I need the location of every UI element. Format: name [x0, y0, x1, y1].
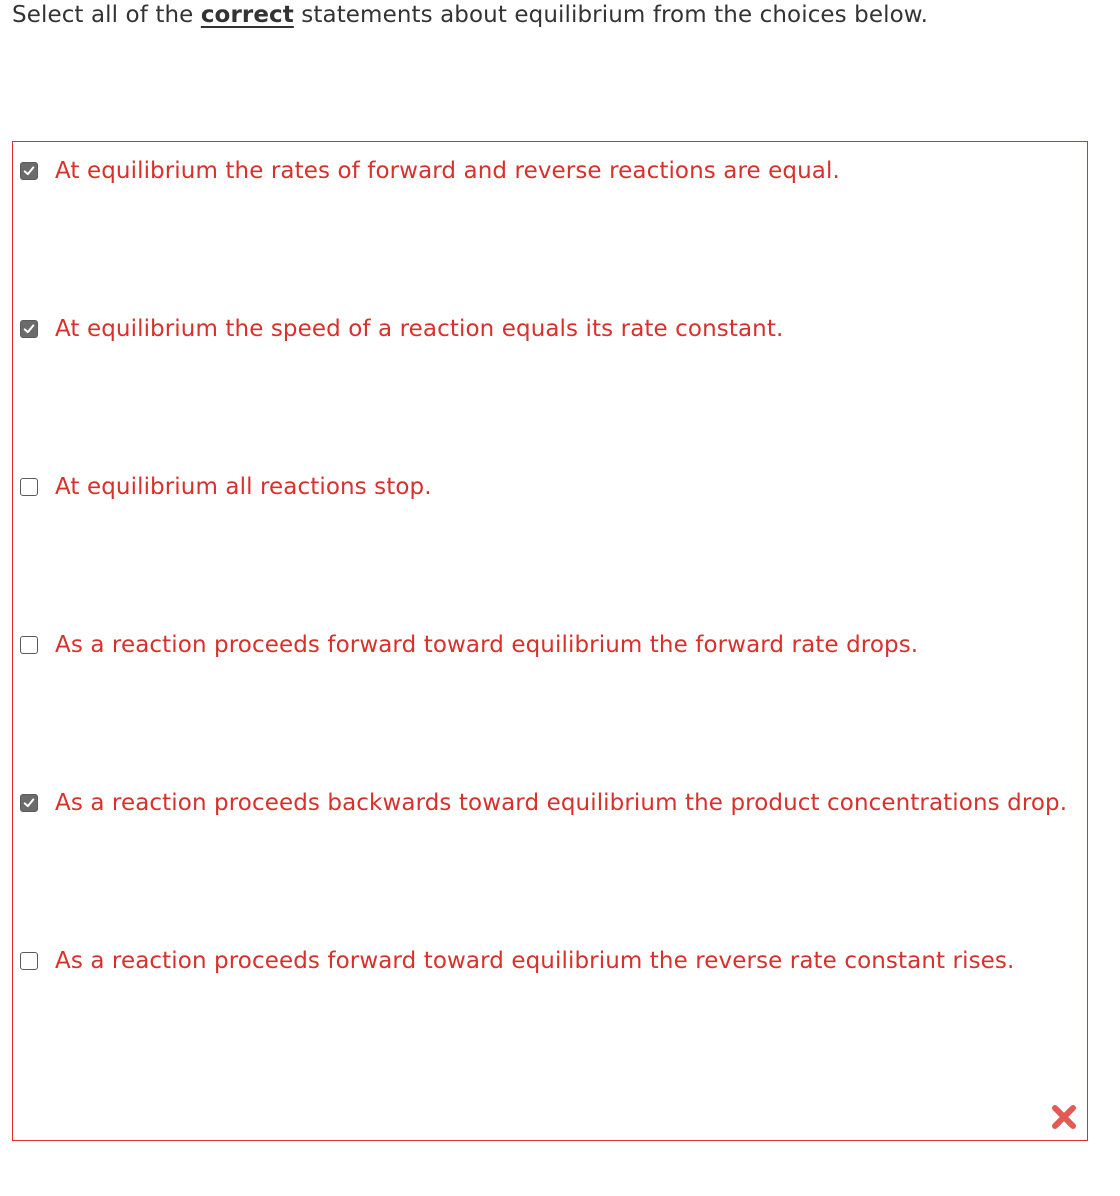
choice-label-4: As a reaction proceeds forward toward equilibrium the forward rate drops.	[55, 632, 919, 658]
choice-label-3: At equilibrium all reactions stop.	[55, 474, 432, 500]
checkmark-icon	[22, 796, 36, 810]
checkmark-icon	[22, 322, 36, 336]
checkbox-5[interactable]	[20, 794, 38, 812]
answer-choices-box	[12, 141, 1088, 1141]
choice-4[interactable]	[20, 632, 918, 658]
checkbox-3[interactable]	[20, 478, 38, 496]
question-prompt	[12, 2, 928, 28]
choice-label-6: As a reaction proceeds forward toward equilibrium the reverse rate constant rises.	[55, 948, 1015, 974]
choice-3[interactable]	[20, 474, 432, 500]
checkbox-4[interactable]	[20, 636, 38, 654]
choice-6[interactable]	[20, 948, 1014, 974]
question-suffix: statements about equilibrium from the choices below.	[301, 2, 929, 28]
checkmark-icon	[22, 164, 36, 178]
choice-label-5: As a reaction proceeds backwards toward equilibrium the product concentrations drop.	[55, 790, 1068, 816]
choice-1[interactable]	[20, 158, 840, 184]
choice-label-2: At equilibrium the speed of a reaction equals its rate constant.	[55, 316, 784, 342]
choice-2[interactable]	[20, 316, 783, 342]
checkbox-1[interactable]	[20, 162, 38, 180]
wrong-x-icon	[1051, 1104, 1077, 1130]
checkbox-6[interactable]	[20, 952, 38, 970]
checkbox-2[interactable]	[20, 320, 38, 338]
question-prefix: Select all of the	[12, 2, 194, 28]
question-emphasis: correct	[200, 2, 294, 28]
choice-label-1: At equilibrium the rates of forward and reverse reactions are equal.	[55, 158, 840, 184]
choice-5[interactable]	[20, 790, 1067, 816]
